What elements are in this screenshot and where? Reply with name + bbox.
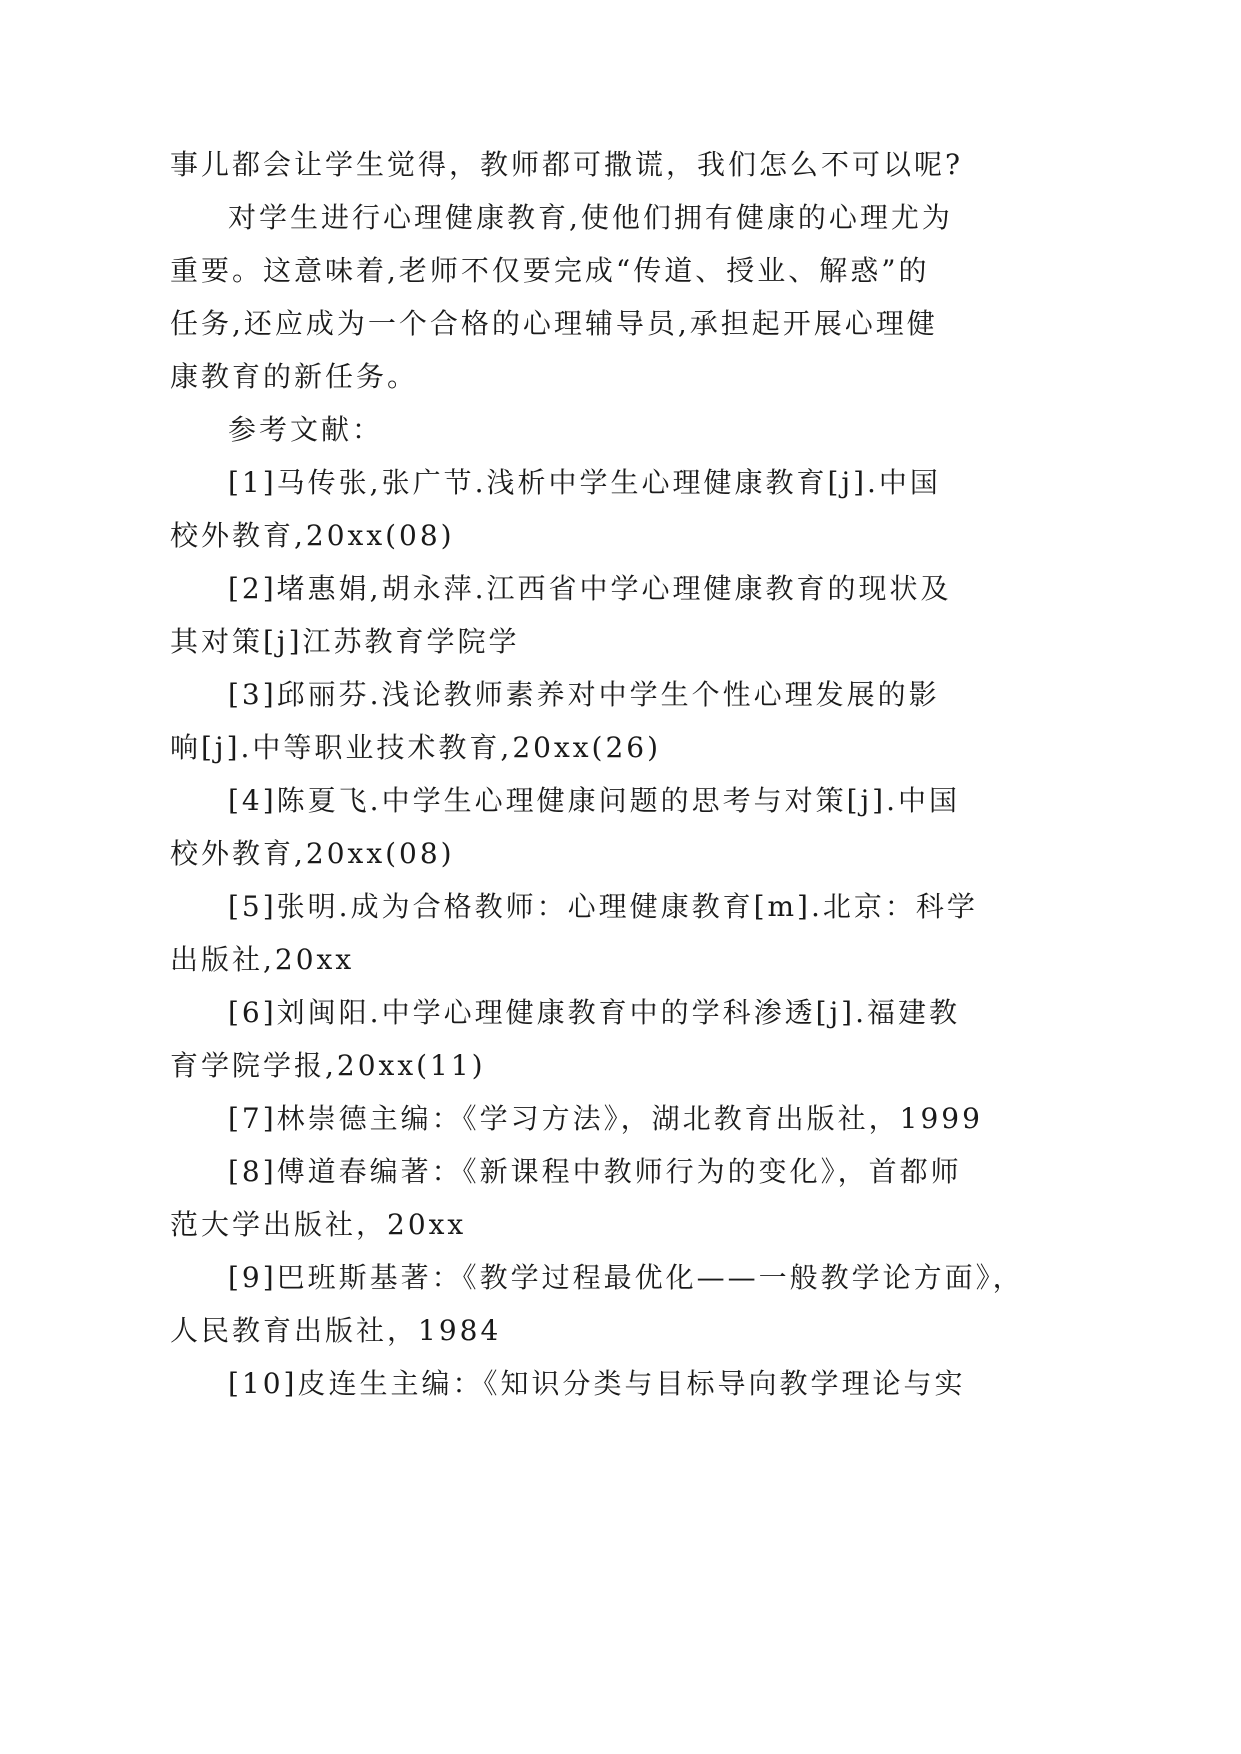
body-text-line: 对学生进行心理健康教育,使他们拥有健康的心理尤为 (228, 201, 953, 234)
reference-entry-continuation: 出版社,20xx (170, 943, 355, 976)
references-heading: 参考文献： (228, 413, 384, 446)
reference-entry-continuation: 响[j].中等职业技术教育,20xx(26) (170, 731, 662, 764)
reference-entry: [4]陈夏飞.中学生心理健康问题的思考与对策[j].中国 (228, 784, 960, 817)
body-text-line: 康教育的新任务。 (170, 360, 419, 393)
document-body (170, 138, 1024, 1410)
reference-entry: [6]刘闽阳.中学心理健康教育中的学科渗透[j].福建教 (228, 996, 960, 1029)
reference-entry: [1]马传张,张广节.浅析中学生心理健康教育[j].中国 (228, 466, 941, 499)
reference-entry: [7]林崇德主编：《学习方法》，湖北教育出版社，1999 (228, 1102, 983, 1135)
reference-entry: [9]巴班斯基著：《教学过程最优化——一般教学论方面》， (228, 1261, 1024, 1294)
reference-entry-continuation: 育学院学报,20xx(11) (170, 1049, 486, 1082)
reference-entry: [10]皮连生主编：《知识分类与目标导向教学理论与实 (228, 1367, 966, 1400)
reference-entry-continuation: 人民教育出版社，1984 (170, 1314, 502, 1347)
reference-entry: [3]邱丽芬.浅论教师素养对中学生个性心理发展的影 (228, 678, 940, 711)
reference-entry: [8]傅道春编著：《新课程中教师行为的变化》，首都师 (228, 1155, 962, 1188)
body-text-line: 重要。这意味着,老师不仅要完成“传道、授业、解惑”的 (170, 254, 930, 287)
reference-entry-continuation: 其对策[j]江苏教育学院学 (170, 625, 520, 658)
reference-entry: [2]堵惠娟,胡永萍.江西省中学心理健康教育的现状及 (228, 572, 952, 605)
body-text-line: 事儿都会让学生觉得，教师都可撒谎，我们怎么不可以呢? (170, 148, 964, 181)
reference-entry-continuation: 校外教育,20xx(08) (170, 519, 455, 552)
reference-entry-continuation: 校外教育,20xx(08) (170, 837, 455, 870)
body-text-line: 任务,还应成为一个合格的心理辅导员,承担起开展心理健 (170, 307, 938, 340)
reference-entry: [5]张明.成为合格教师：心理健康教育[m].北京：科学 (228, 890, 978, 923)
reference-entry-continuation: 范大学出版社，20xx (170, 1208, 467, 1241)
